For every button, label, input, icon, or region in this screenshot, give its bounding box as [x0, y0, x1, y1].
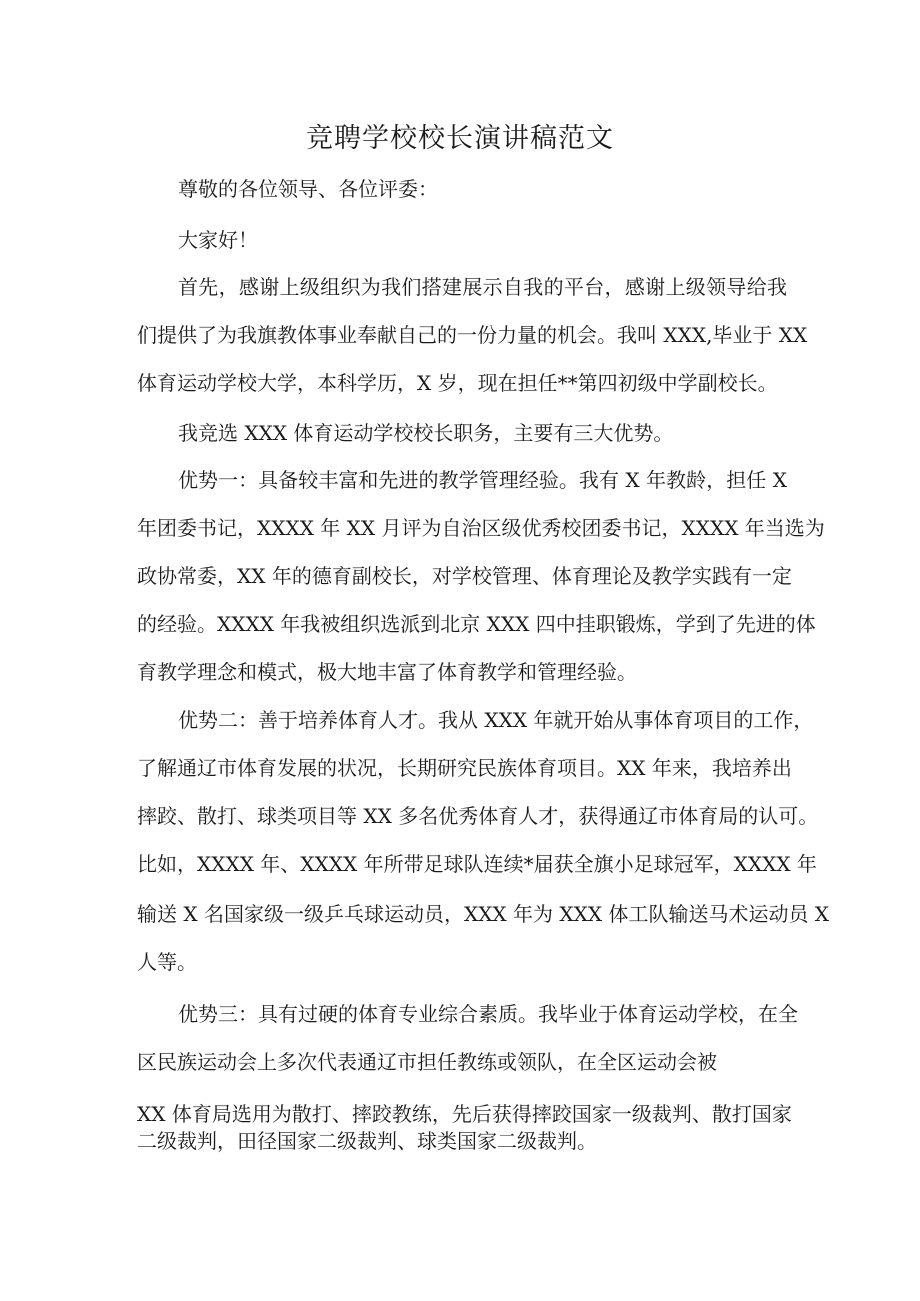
paragraph-4-line-2: 了解通辽市体育发展的状况，长期研究民族体育项目。XX 年来，我培养出: [137, 756, 792, 780]
paragraph-1-line-2: 们提供了为我旗教体事业奉献自己的一份力量的机会。我叫 XXX,毕业于 XX: [137, 323, 808, 347]
document-title: 竞聘学校校长演讲稿范文: [306, 123, 614, 154]
paragraph-3-line-4: 的经验。XXXX 年我被组织选派到北京 XXX 四中挂职锻炼，学到了先进的体: [137, 612, 816, 636]
paragraph-5-line-4: 二级裁判，田径国家二级裁判、球类国家二级裁判。: [137, 1129, 597, 1153]
paragraph-1-line-3: 体育运动学校大学，本科学历，X 岁，现在担任**第四初级中学副校长。: [137, 371, 778, 395]
paragraph-5-line-3: XX 体育局选用为散打、摔跤教练，先后获得摔跤国家一级裁判、散打国家: [137, 1102, 792, 1126]
paragraph-3-line-3: 政协常委，XX 年的德育副校长，对学校管理、体育理论及教学实践有一定: [137, 564, 792, 588]
paragraph-3-line-5: 育教学理念和模式，极大地丰富了体育教学和管理经验。: [137, 660, 637, 684]
paragraph-3-line-2: 年团委书记，XXXX 年 XX 月评为自治区级优秀校团委书记，XXXX 年当选为: [137, 516, 825, 540]
paragraph-4-line-1: 优势二：善于培养体育人才。我从 XXX 年就开始从事体育项目的工作，: [178, 708, 814, 732]
paragraph-2-line-1: 我竞选 XXX 体育运动学校校长职务，主要有三大优势。: [178, 421, 674, 445]
paragraph-4-line-5: 输送 X 名国家级一级乒乓球运动员，XXX 年为 XXX 体工队输送马术运动员 X: [137, 902, 830, 926]
paragraph-4-line-3: 摔跤、散打、球类项目等 XX 多名优秀体育人才，获得通辽市体育局的认可。: [137, 804, 819, 828]
paragraph-1-line-1: 首先，感谢上级组织为我们搭建展示自我的平台，感谢上级领导给我: [178, 275, 787, 299]
greeting-line: 大家好！: [178, 228, 258, 252]
paragraph-5-line-1: 优势三：具有过硬的体育专业综合素质。我毕业于体育运动学校，在全: [178, 1002, 798, 1026]
paragraph-4-line-6: 人等。: [137, 950, 197, 974]
salutation-line: 尊敬的各位领导、各位评委：: [178, 177, 438, 201]
paragraph-4-line-4: 比如，XXXX 年、XXXX 年所带足球队连续*届获全旗小足球冠军，XXXX 年: [137, 852, 817, 876]
paragraph-3-line-1: 优势一：具备较丰富和先进的教学管理经验。我有 X 年教龄，担任 X: [178, 468, 787, 492]
paragraph-5-line-2: 区民族运动会上多次代表通辽市担任教练或领队，在全区运动会被: [137, 1050, 717, 1074]
